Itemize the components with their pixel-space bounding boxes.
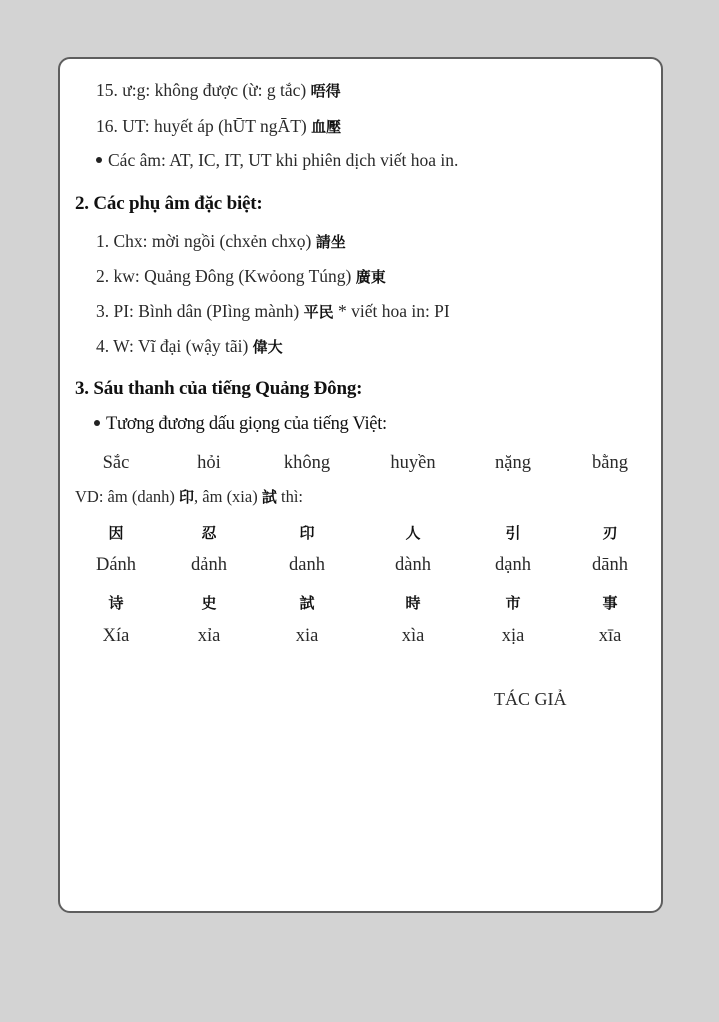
item-text: 2. kw: Quảng Đông (Kwỏong Túng) (96, 266, 356, 286)
cjk-char: 因 (108, 524, 124, 542)
tone-name: Sắc (102, 453, 130, 473)
document-page (58, 57, 663, 913)
cjk-char: 市 (505, 594, 521, 612)
item-text: 15. ư:g: không được (ừ: g tắc) (96, 80, 311, 100)
reading: dānh (592, 555, 628, 575)
cjk-char: 忍 (201, 524, 217, 542)
item-16 (96, 115, 341, 138)
xia-chars-row (60, 591, 661, 617)
example-suffix: thì: (276, 487, 303, 506)
cjk-char: 試 (299, 594, 315, 612)
cjk-text: 印 (179, 488, 195, 506)
item-text: 4. W: Vĩ đại (wậy tãi) (96, 336, 253, 356)
reading: danh (289, 555, 325, 575)
cjk-text: 試 (261, 488, 277, 506)
reading: xia (295, 626, 319, 646)
note-bullet (96, 149, 458, 171)
cjk-text: 平民 (303, 303, 334, 321)
cjk-text: 請坐 (315, 233, 346, 251)
cjk-text: 唔得 (310, 82, 341, 100)
cjk-char: 史 (201, 594, 217, 612)
reading: Xía (102, 626, 130, 646)
consonant-item-1 (96, 230, 346, 253)
tone-name: huyền (390, 453, 436, 473)
tone-name: bằng (592, 453, 628, 473)
reading: xịa (501, 626, 525, 646)
consonant-item-3 (96, 300, 450, 323)
cjk-char: 诗 (108, 594, 124, 612)
reading: dảnh (191, 555, 227, 575)
reading: dành (395, 555, 431, 575)
example-middle: , âm (xia) (194, 487, 262, 506)
bullet-icon (96, 157, 102, 163)
xia-readings-row (60, 624, 661, 650)
cjk-char: 時 (405, 594, 421, 612)
item-15 (96, 79, 341, 102)
reading: dạnh (495, 555, 531, 575)
tone-bullet-text: Tương đương dấu giọng của tiếng Việt: (106, 414, 387, 434)
note-text: Các âm: AT, IC, IT, UT khi phiên dịch viết hoa in. (108, 150, 459, 170)
cjk-text: 廣東 (355, 268, 386, 286)
consonant-item-4 (96, 335, 283, 358)
tone-name: hỏi (197, 453, 221, 473)
reading: xìa (401, 626, 425, 646)
reading: xỉa (197, 626, 221, 646)
example-prefix: VD: âm (danh) (75, 487, 180, 506)
tone-names-row (60, 451, 661, 477)
cjk-text: 血壓 (311, 118, 342, 136)
item-text: 1. Chx: mời ngồi (chxẻn chxọ) (96, 231, 316, 251)
cjk-text: 偉大 (252, 338, 283, 356)
item-text: 16. UT: huyết áp (hŪT ngĀT) (96, 116, 312, 136)
danh-chars-row (60, 521, 661, 547)
reading: Dánh (95, 555, 137, 575)
section-2-heading: 2. Các phụ âm đặc biệt: (75, 193, 263, 214)
tone-name: không (283, 453, 331, 473)
tone-bullet (94, 412, 387, 436)
example-line (75, 486, 303, 508)
author-signature: TÁC GIẢ (494, 689, 567, 709)
cjk-char: 印 (299, 524, 315, 542)
cjk-char: 人 (405, 524, 421, 542)
cjk-char: 事 (602, 594, 618, 612)
bullet-icon (94, 420, 100, 426)
tone-name: nặng (495, 453, 531, 473)
item-suffix: * viết hoa in: PI (333, 301, 450, 321)
reading: xīa (598, 626, 622, 646)
danh-readings-row (60, 553, 661, 579)
consonant-item-2 (96, 265, 386, 288)
section-3-heading: 3. Sáu thanh của tiếng Quảng Đông: (75, 378, 363, 399)
cjk-char: 刃 (602, 524, 618, 542)
item-text: 3. PI: Bình dân (PIìng mành) (96, 301, 304, 321)
cjk-char: 引 (505, 524, 521, 542)
